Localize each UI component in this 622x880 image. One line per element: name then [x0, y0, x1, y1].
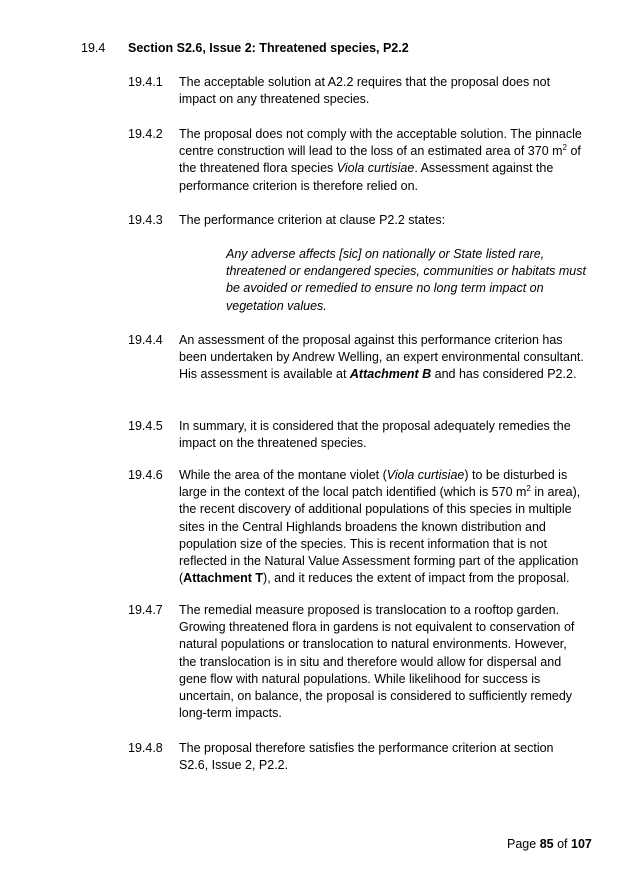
- paragraph-text: The proposal therefore satisfies the performance criterion at section S2.6, Issue 2, P2.2.: [179, 741, 554, 773]
- paragraph-text: In summary, it is considered that the proposal adequately remedies the impact on the threatened species.: [179, 419, 571, 451]
- paragraph-19-4-1: [128, 74, 588, 108]
- paragraph-number: 19.4.3: [128, 213, 163, 227]
- text-segment: of the threatened flora species: [179, 144, 581, 176]
- paragraph-number: 19.4.4: [128, 333, 163, 347]
- text-segment: ) to be disturbed is large in the context of the local patch identified (which is 570 m: [179, 468, 568, 500]
- paragraph-19-4-2: [128, 126, 588, 195]
- paragraph-text: The remedial measure proposed is translocation to a rooftop garden. Growing threatened flora in gardens is not equivalent to conservation of natural populations or translocation to natural environments. However, the translocation is in situ and therefore would allow for dispersal and gene flow with natural populations. While likelihood for success is uncertain, on balance, the proposal is considered to sufficiently remedy long-term impacts.: [179, 603, 575, 721]
- of-label: of: [557, 837, 568, 851]
- paragraph-number: 19.4.2: [128, 127, 163, 141]
- paragraph-text: [179, 467, 584, 587]
- paragraph-number: 19.4.7: [128, 603, 163, 617]
- paragraph-19-4-3: [128, 212, 588, 229]
- text-segment: and has considered P2.2.: [431, 367, 577, 382]
- paragraph-number: 19.4.5: [128, 419, 163, 433]
- text-segment: While the area of the montane violet (: [179, 468, 387, 482]
- paragraph-19-4-4: [128, 332, 588, 384]
- species-name: Viola curtisiae: [386, 468, 465, 482]
- superscript: 2: [562, 143, 567, 153]
- quoted-criterion: Any adverse affects [sic] on nationally or State listed rare, threatened or endangered species, communities or habitats must be avoided or remedied to ensure no long term impact on vegetation values.: [226, 247, 586, 313]
- page-total: 107: [571, 837, 592, 851]
- paragraph-19-4-7: [128, 602, 588, 722]
- paragraph-19-4-8: [128, 740, 588, 774]
- page-label: Page: [507, 837, 537, 851]
- section-title: Section S2.6, Issue 2: Threatened species, P2.2: [128, 41, 409, 55]
- paragraph-text: [179, 332, 584, 384]
- paragraph-text: [179, 126, 584, 195]
- paragraph-text: The acceptable solution at A2.2 requires that the proposal does not impact on any threatened species.: [179, 75, 551, 107]
- paragraph-text: The performance criterion at clause P2.2 states:: [179, 213, 446, 227]
- superscript: 2: [526, 484, 531, 494]
- text-segment: in area), the recent discovery of additional populations of this species in multiple sites in the Central Highlands broadens the known distribution and population size of the species. This is recent information that is not reflected in the Natural Value Assessment forming part of the application (: [179, 485, 581, 586]
- paragraph-number: 19.4.8: [128, 741, 163, 755]
- page-number: 85: [539, 837, 554, 851]
- paragraph-number: 19.4.1: [128, 75, 163, 89]
- text-segment: An assessment of the proposal against this performance criterion has been undertaken by Andrew Welling, an expert environmental consultant. His assessment is available at: [179, 333, 584, 382]
- paragraph-19-4-5: [128, 418, 588, 452]
- section-number: 19.4: [81, 41, 106, 55]
- text-segment: ), and it reduces the extent of impact from the proposal.: [263, 571, 570, 586]
- paragraph-number: 19.4.6: [128, 468, 163, 482]
- page-footer: [507, 836, 597, 853]
- species-name: Viola curtisiae: [336, 161, 415, 176]
- text-segment: The proposal does not comply with the acceptable solution. The pinnacle centre construction will lead to the loss of an estimated area of 370 m: [179, 127, 582, 159]
- text-segment: . Assessment against the performance criterion is therefore relied on.: [179, 161, 554, 193]
- paragraph-19-4-6: [128, 467, 588, 587]
- attachment-reference: Attachment T: [183, 571, 264, 586]
- attachment-reference: Attachment B: [349, 367, 432, 382]
